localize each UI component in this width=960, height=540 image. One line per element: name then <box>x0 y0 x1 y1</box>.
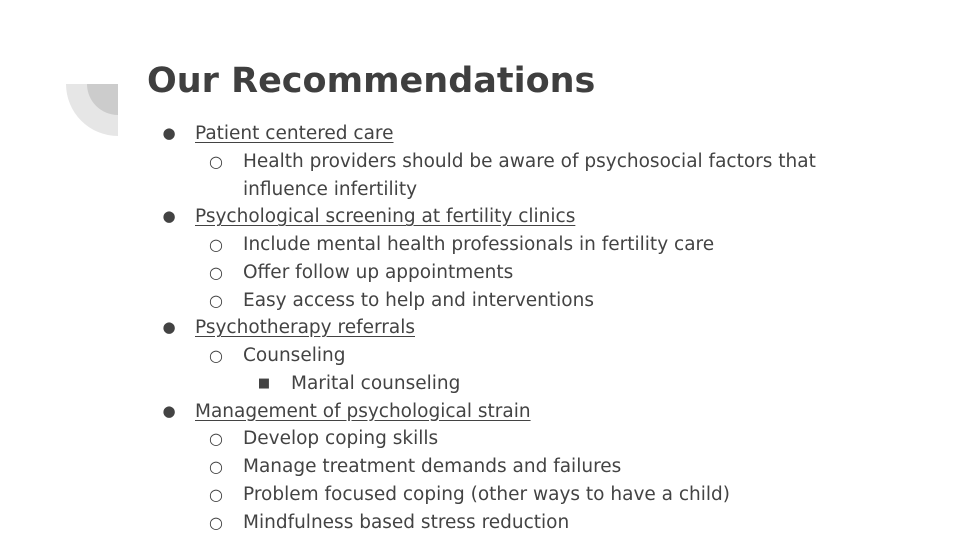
hollow-bullet-icon: ○ <box>209 457 223 476</box>
item-text: Mindfulness based stress reduction <box>243 511 570 533</box>
square-bullet-icon: ■ <box>257 375 271 391</box>
recommendations-list <box>0 120 960 536</box>
list-item-heading <box>0 120 960 148</box>
hollow-bullet-icon: ○ <box>209 484 223 504</box>
item-text: Manage treatment demands and failures <box>243 456 622 477</box>
item-text: Offer follow up appointments <box>243 261 514 283</box>
list-item <box>0 425 960 453</box>
item-text: Develop coping skills <box>243 428 439 450</box>
list-item <box>0 259 960 287</box>
section-heading: Psychotherapy referrals <box>195 317 415 339</box>
item-text: Easy access to help and interventions <box>243 289 594 311</box>
section-heading: Patient centered care <box>195 123 394 144</box>
section-heading: Psychological screening at fertility clinics <box>195 206 576 228</box>
filled-bullet-icon: ● <box>162 124 176 142</box>
hollow-bullet-icon: ○ <box>209 346 223 365</box>
subitem-text: Marital counseling <box>291 372 461 394</box>
filled-bullet-icon: ● <box>162 207 176 226</box>
item-text: Include mental health professionals in fertility care <box>243 234 715 255</box>
list-item-heading <box>0 203 960 231</box>
filled-bullet-icon: ● <box>162 401 176 420</box>
list-item <box>0 231 960 259</box>
list-item-continuation <box>0 176 960 204</box>
list-item <box>0 342 960 370</box>
slide-title: Our Recommendations <box>147 61 596 101</box>
list-subitem <box>0 370 960 398</box>
list-item-heading <box>0 314 960 342</box>
list-item <box>0 148 960 176</box>
item-text: Problem focused coping (other ways to have a child) <box>243 483 731 505</box>
list-item-heading <box>0 398 960 426</box>
list-item <box>0 453 960 481</box>
item-text: Counseling <box>243 345 346 366</box>
list-item <box>0 509 960 537</box>
item-text: Health providers should be aware of psychosocial factors that <box>243 150 816 172</box>
hollow-bullet-icon: ○ <box>209 290 223 310</box>
item-text-continuation: influence infertility <box>243 178 418 200</box>
hollow-bullet-icon: ○ <box>209 429 223 449</box>
filled-bullet-icon: ● <box>162 318 176 337</box>
section-heading: Management of psychological strain <box>195 400 531 422</box>
hollow-bullet-icon: ○ <box>209 262 223 282</box>
hollow-bullet-icon: ○ <box>209 235 223 254</box>
hollow-bullet-icon: ○ <box>209 151 223 171</box>
list-item <box>0 287 960 315</box>
list-item <box>0 481 960 509</box>
hollow-bullet-icon: ○ <box>209 512 223 532</box>
